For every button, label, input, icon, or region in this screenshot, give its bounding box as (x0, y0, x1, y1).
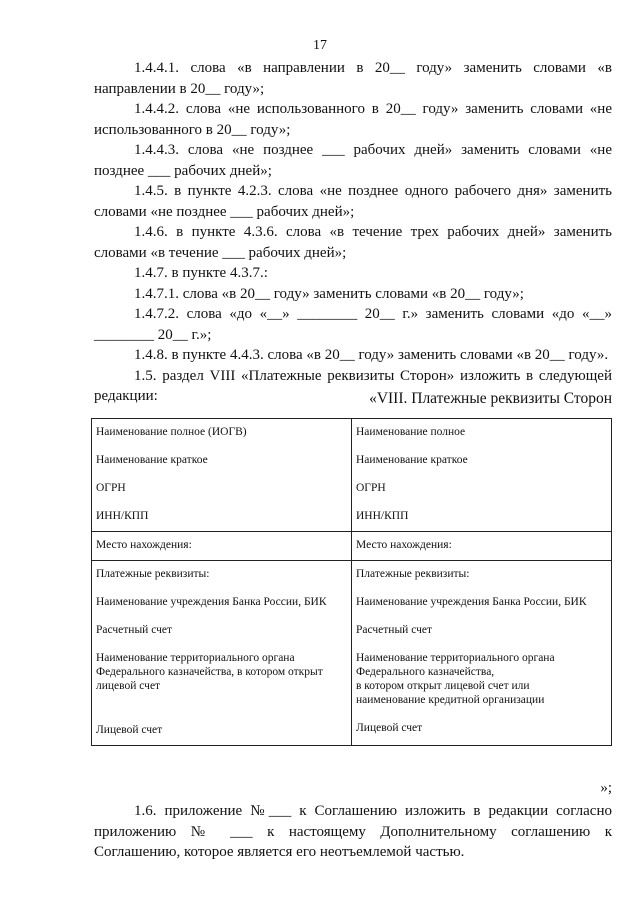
paragraph-1-4-6: 1.4.6. в пункте 4.3.6. слова «в течение трех рабочих дней» заменить словами «в течение ___ рабочих дней»; (94, 224, 612, 261)
left-treasury-name: Наименование территориального органа Федерального казначейства, в котором открыт лицевой счет (96, 652, 323, 692)
right-treasury-line-4: наименование кредитной организации (356, 694, 545, 706)
right-inn-kpp: ИНН/КПП (356, 510, 409, 522)
left-inn-kpp: ИНН/КПП (96, 510, 149, 522)
paragraph-1-4-8: 1.4.8. в пункте 4.4.3. слова «в 20__ году» заменить словами «в 20__ году». (134, 347, 609, 363)
right-treasury-line-1: Наименование территориального органа (356, 652, 555, 664)
left-bank-name: Наименование учреждения Банка России, БИК (96, 596, 327, 608)
closing-quote: »; (600, 780, 612, 796)
right-bank-name: Наименование учреждения Банка России, БИК (356, 596, 587, 608)
payment-details-table (91, 418, 612, 746)
final-text (94, 801, 612, 863)
right-short-name: Наименование краткое (356, 454, 468, 466)
right-location-cell (352, 532, 612, 561)
right-payment-cell (352, 561, 612, 746)
left-identity-cell (92, 419, 352, 532)
left-payment-cell (92, 561, 352, 746)
paragraph-1-4-4-2: 1.4.4.2. слова «не использованного в 20__ году» заменить словами «не использованного в 20__ году»; (94, 101, 612, 138)
right-full-name: Наименование полное (356, 426, 466, 438)
right-treasury-line-3: в котором открыт лицевой счет или (356, 680, 530, 692)
left-location-cell (92, 532, 352, 561)
right-settlement-account: Расчетный счет (356, 624, 432, 636)
paragraph-1-6: 1.6. приложение №___ к Соглашению изложить в редакции согласно приложению № ___ к настоящему Дополнительному соглашению к Соглашению, которое является его неотъемлемой частью. (94, 803, 612, 860)
paragraph-1-4-7-1: 1.4.7.1. слова «в 20__ году» заменить словами «в 20__ году»; (134, 285, 524, 302)
left-ogrn: ОГРН (96, 482, 126, 494)
left-settlement-account: Расчетный счет (96, 624, 172, 636)
right-personal-account: Лицевой счет (356, 722, 423, 734)
paragraph-1-4-7: 1.4.7. в пункте 4.3.7.: (134, 265, 268, 281)
page-number: 17 (313, 38, 327, 53)
left-full-name: Наименование полное (ИОГВ) (96, 426, 247, 438)
right-payment-details: Платежные реквизиты: (356, 568, 470, 580)
paragraph-1-4-7-2: 1.4.7.2. слова «до «__» ________ 20__ г.» заменить словами «до «__» ________ 20__ г.»; (94, 306, 612, 343)
right-location: Место нахождения: (356, 539, 452, 551)
table-row (92, 532, 612, 561)
left-location: Место нахождения: (96, 539, 192, 551)
section-title: «VIII. Платежные реквизиты Сторон (369, 390, 612, 407)
paragraph-1-4-5: 1.4.5. в пункте 4.2.3. слова «не позднее одного рабочего дня» заменить словами «не позднее ___ рабочих дней»; (94, 183, 612, 220)
left-personal-account: Лицевой счет (96, 724, 163, 736)
paragraph-1-5: 1.5. раздел VIII «Платежные реквизиты Сторон» изложить в следующей редакции: (94, 367, 612, 404)
left-short-name: Наименование краткое (96, 454, 208, 466)
table-row (92, 419, 612, 532)
right-treasury-line-2: Федерального казначейства, (356, 666, 495, 678)
right-ogrn: ОГРН (356, 482, 386, 494)
paragraph-1-4-4-1: 1.4.4.1. слова «в направлении в 20__ году» заменить словами «в направлении в 20__ году»; (94, 60, 612, 97)
table-row (92, 561, 612, 746)
left-payment-details: Платежные реквизиты: (96, 568, 210, 580)
right-identity-cell (352, 419, 612, 532)
amendment-text (94, 58, 612, 407)
paragraph-1-4-4-3: 1.4.4.3. слова «не позднее ___ рабочих дней» заменить словами «не позднее ___ рабочих дней»; (94, 142, 612, 179)
